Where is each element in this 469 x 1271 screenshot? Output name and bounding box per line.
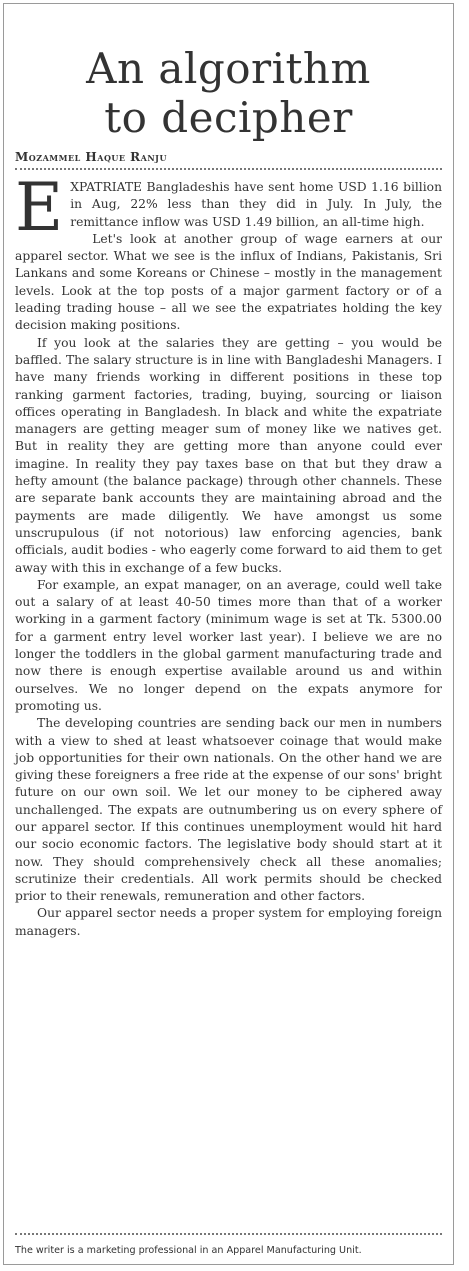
byline: Mozammel Haque Ranju (15, 150, 167, 164)
byline-divider (15, 168, 442, 170)
paragraph-2: Let's look at another group of wage earners at our apparel sector. What we see is the influx of Indians, Pakistanis, Sri Lankans and some Koreans or Chinese – mostly in the management levels. Look at the top posts of a major garment factory or of a leading trading house – all we see the expatriates holding the key decision making positions. (15, 231, 442, 333)
headline-line-2: to decipher (104, 93, 353, 142)
headline (15, 44, 442, 142)
footer-divider (15, 1233, 442, 1235)
paragraph-5: The developing countries are sending back our men in numbers with a view to shed at least whatsoever coinage that would make job opportunities for their own nationals. On the other hand we are giving these foreigners a free ride at the expense of our sons' bright future on our own soil. We let our money to be ciphered away unchallenged. The expats are outnumbering us on every sphere of our apparel sector. If this continues unemployment would hit hard our socio economic factors. The legislative body should start at it now. They should comprehensively check all these anomalies; scrutinize their credentials. All work permits should be checked prior to their renewals, remuneration and other factors. (15, 716, 442, 904)
paragraph-4: For example, an expat manager, on an average, could well take out a salary of at least 40-50 times more than that of a worker working in a garment factory (minimum wage is set at Tk. 5300.00 for a garment entry level worker last year). I believe we are no longer the toddlers in the global garment manufacturing trade and now there is enough expertise available around us and within ourselves. We no longer depend on the expats anymore for promoting us. (15, 577, 442, 713)
paragraph-1 (15, 169, 442, 246)
paragraph-6: Our apparel sector needs a proper system for employing foreign managers. (15, 906, 442, 938)
paragraph-3: If you look at the salaries they are getting – you would be baffled. The salary structure is in line with Bangladeshi Managers. I have many friends working in different positions in these top ranking garment factories, trading, buying, sourcing or liaison offices operating in Bangladesh. In black and white the expatriate managers are getting meager sum of money like we natives get. But in reality they are getting more than anyone could ever imagine. In reality they pay taxes base on that but they draw a hefty amount (the balance package) through other channels. These are separate bank accounts they are maintaining abroad and the payments are made diligently. We have amongst us some unscrupulous (if not notorious) law enforcing agencies, bank officials, audit bodies - who eagerly come forward to aid them to get away with this in exchange of a few bucks. (15, 335, 442, 575)
headline-line-1: An algorithm (86, 44, 371, 93)
article (3, 3, 454, 1265)
drop-cap: E (15, 169, 64, 246)
article-body (15, 169, 442, 940)
paragraph-1-text: XPATRIATE Bangladeshis have sent home USD 1.16 billion in Aug, 22% less than they did in July. In July, the remittance inflow was USD 1.49 billion, an all-time high. (70, 180, 442, 229)
author-note: The writer is a marketing professional in an Apparel Manufacturing Unit. (15, 1245, 362, 1256)
